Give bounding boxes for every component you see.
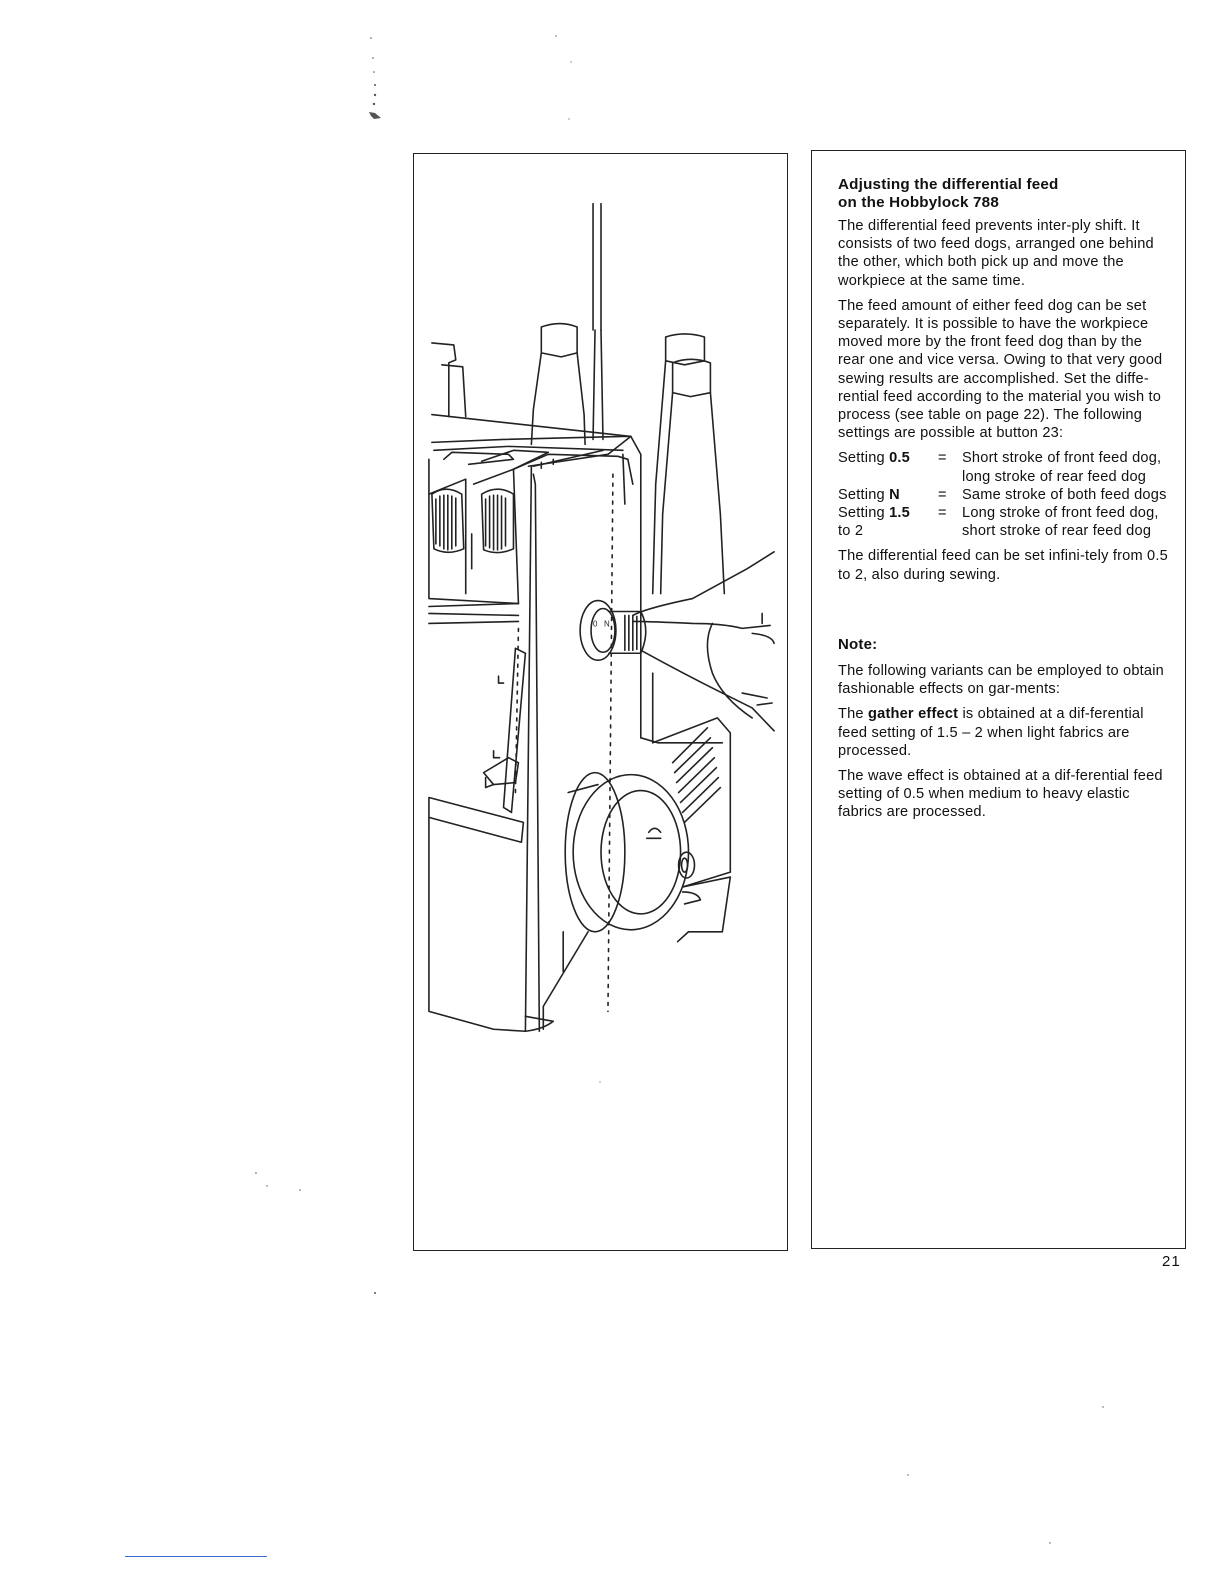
section-heading-line1: Adjusting the differential feed [838,176,1059,193]
infinite-setting-paragraph: The differential feed can be set infini-tely from 0.5 to 2, also during sewing. [838,548,1168,583]
feed-amount-paragraph: The feed amount of either feed dog can be set separately. It is possible to have the workpiece moved more by the front feed dog than by the rear one and vice versa. Owing to that very good sewing results are accomplished. Set the diffe-rential feed according to the material you wish to process (see table on page 22). The following settings are possible at button 23: [838,297,1163,442]
settings-table [838,449,1168,540]
setting-equals: = [938,450,947,467]
settings-row [838,449,1168,485]
setting-equals: = [938,486,947,503]
setting-description: Same stroke of both feed dogs [962,486,1167,503]
setting-label: Setting 1.5 to 2 [838,505,910,540]
section-heading [838,176,1168,211]
overlocker-illustration [414,154,787,1250]
intro-paragraph: The differential feed prevents inter-ply shift. It consists of two feed dogs, arranged one behind the other, which both pick up and move the workpiece at the same time. [838,218,1154,289]
settings-row [838,486,1168,504]
setting-label: Setting 0.5 [838,450,910,467]
dial-label-0: 0 [593,619,598,629]
note-intro: The following variants can be employed to obtain fashionable effects on gar-ments: [838,663,1164,698]
settings-row [838,504,1168,540]
setting-equals: = [938,505,947,522]
page-number: 21 [1162,1253,1181,1270]
scan-mark-line [125,1556,267,1557]
setting-label: Setting N [838,486,900,503]
setting-description: Short stroke of front feed dog, long stroke of rear feed dog [962,450,1162,485]
text-column [838,176,1168,829]
wave-effect-paragraph: The wave effect is obtained at a dif-ferential feed setting of 0.5 when medium to heavy elastic fabrics are processed. [838,768,1163,821]
dial-label-n: N [603,619,610,629]
section-heading-line2: on the Hobbylock 788 [838,193,999,211]
setting-description: Long stroke of front feed dog, short stroke of rear feed dog [962,505,1159,540]
figure-panel [413,153,788,1251]
gather-effect-paragraph: The gather effect is obtained at a dif-ferential feed setting of 1.5 – 2 when light fabrics are processed. [838,706,1144,759]
note-title: Note: [838,635,878,653]
